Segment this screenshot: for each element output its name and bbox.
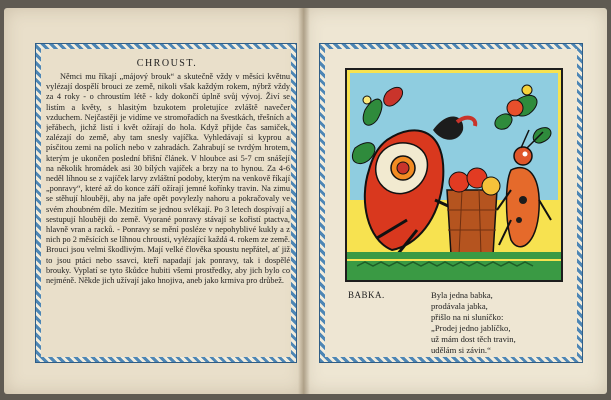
verse-line: udělám si závin.“ — [431, 345, 491, 355]
illustration-caption: BABKA. — [348, 290, 385, 300]
cockchafer-picture — [347, 70, 561, 280]
book-gutter — [298, 8, 310, 394]
verse-line: už mám dost těch travin, — [431, 334, 516, 344]
verse-line: prodávala jabka, — [431, 301, 488, 311]
article-text: Němci mu říkají „májový brouk“ a skutečně vždy v měsíci květnu vylézají dospělí brouci ze země, nikoli však každým rokem, nýbrž vždy za 4 roky - o chroustím létě - kdy dokončí úplně svůj vývoj. Živí se listím a květy, s hlasitým bzukotem proletujíce zvláště navečer vzduchem. Nejčastěji je vidíme ve stromořadích na švestkách, třešních a jeřábech, jichž listí i květ ožírají do hola. Když přijde čas samiček, zalézají do země, aby tam snesly vajíčka. Vyhledávají si kyprou a písčitou zemi na polích nebo v zahradách. Zahrabují se tvrdým hrotem, kterým je ukončen poslední břišní článek. V hloubce asi 5-7 cm snášejí na několik hromádek asi 30 bílých vajíček a brzy na to hynou. Za 4-6 neděl líhnou se z vajíček larvy zvláštní podoby, kterým na venkově říkají „ponravy“, které až do konce září ožírají jemné kořínky travin. Na zimu se stěhují hlouběji, aby na jaře opět povylezly nahoru a pokračovaly ve svém zhoubném díle. Mezitím se jednou svlékají. Po 3 letech dospívají a sestupují hlouběji do země. Vyorané ponravy stávají se kořistí ptactva, hlavně vran a racků. - Ponravy se mění posléze v nepohyblivé kukly a z nich po 2 měsících se líhnou chrousti, vylézající každá 4. rokem ze země. Brouci jsou velmi škodlivým. Mají velké člověka spoustu nepřátel, ať již to jsou ptáci nebo ssavci, kteří napadají jak ponravy, tak i dospělé brouky. Vyplatí se tyto škůdce hubiti všemi prostředky, aby jich bylo co nejméně. Někde jich užívají jako hnojiva, aneb jako krmiva pro drůbež. — [46, 72, 290, 286]
nursery-rhyme — [431, 290, 571, 356]
verse-line: „Prodej jedno jablíčko, — [431, 323, 511, 333]
verse-line: přišlo na ni sluníčko: — [431, 312, 504, 322]
beetle-illustration — [345, 68, 563, 282]
verse-line: Byla jedna babka, — [431, 290, 493, 300]
page-title: CHROUST. — [136, 58, 198, 69]
